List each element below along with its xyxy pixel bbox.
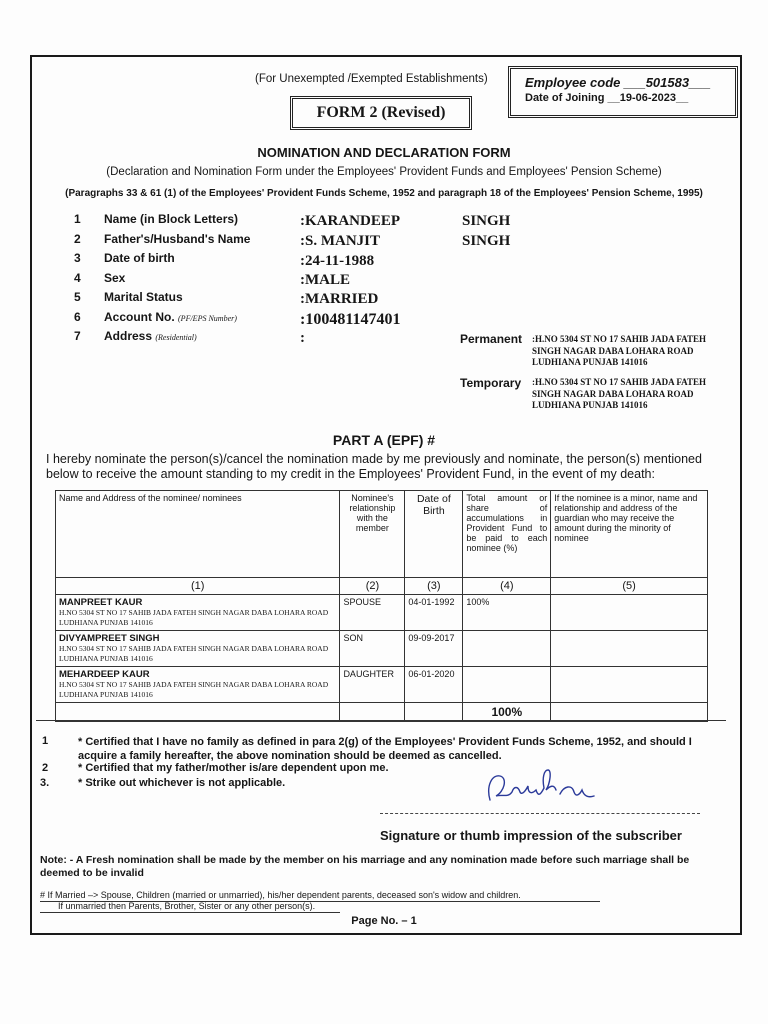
field-value-dob: :24-11-1988 [300, 253, 375, 269]
nominee-share [463, 631, 551, 667]
nominee-relation: SON [340, 631, 405, 667]
subtitle-declaration: (Declaration and Nomination Form under the Employees' Provident Funds and Employees' Pension Scheme) [106, 166, 662, 178]
field-number: 7 [74, 329, 81, 343]
table-row [56, 631, 708, 667]
field-label-account-no: Account No. (PF/EPS Number) [104, 310, 237, 324]
footnote-unmarried: If unmarried then Parents, Brother, Sister or any other person(s). [58, 901, 316, 911]
nominee-guardian [551, 595, 708, 631]
empty-cell [551, 703, 708, 722]
form-title: FORM 2 (Revised) [290, 96, 472, 130]
temporary-address-value: :H.NO 5304 ST NO 17 SAHIB JADA FATEH SINGH NAGAR DABA LOHARA ROAD LUDHIANA PUNJAB 141016 [532, 377, 707, 410]
table-colnum-row [56, 578, 708, 595]
header-nominee-name: Name and Address of the nominee/ nominees [56, 491, 340, 578]
signature-label: Signature or thumb impression of the subscriber [380, 828, 682, 843]
field-number: 6 [74, 310, 81, 324]
permanent-address-value: :H.NO 5304 ST NO 17 SAHIB JADA FATEH SINGH NAGAR DABA LOHARA ROAD LUDHIANA PUNJAB 141016 [532, 334, 707, 367]
nominee-share: 100% [463, 595, 551, 631]
field-label-father-name: Father's/Husband's Name [104, 232, 251, 246]
field-number: 1 [74, 212, 81, 226]
header-share: Total amount or share of accumulations in Provident Fund to be paid to each nominee (%) [463, 491, 551, 578]
nominee-relation: SPOUSE [340, 595, 405, 631]
col-number: (1) [56, 578, 340, 595]
header-dob: Date of Birth [405, 491, 463, 578]
field-number: 5 [74, 290, 81, 304]
field-number: 3 [74, 251, 81, 265]
field-value-father-name: :S. MANJIT [300, 233, 381, 249]
handwritten-signature [482, 766, 602, 812]
main-title: NOMINATION AND DECLARATION FORM [257, 145, 511, 160]
field-label-name: Name (in Block Letters) [104, 212, 239, 226]
nominee-cell [56, 595, 340, 631]
field-number: 4 [74, 271, 81, 285]
establishment-note: (For Unexempted /Exempted Establishments) [255, 73, 488, 85]
employee-info-box [508, 66, 738, 118]
divider [36, 720, 726, 721]
table-row [56, 595, 708, 631]
nominee-address: H.NO 5304 ST NO 17 SAHIB JADA FATEH SINGH NAGAR DABA LOHARA ROAD LUDHIANA PUNJAB 141016 [59, 644, 329, 663]
col-number: (2) [340, 578, 405, 595]
nominee-share [463, 667, 551, 703]
field-label-address: Address (Residential) [104, 329, 197, 343]
temporary-address-label: Temporary [460, 376, 522, 390]
cert-strike-out: * Strike out whichever is not applicable. [78, 777, 286, 789]
address-note: (Residential) [155, 333, 197, 342]
cert-number: 2 [42, 762, 49, 774]
header-relationship: Nominee's relationship with the member [340, 491, 405, 578]
part-a-title: PART A (EPF) # [332, 432, 436, 448]
field-label-sex: Sex [104, 271, 126, 285]
account-no-note: (PF/EPS Number) [178, 314, 237, 323]
nominee-table [55, 490, 708, 722]
field-value-address: : [300, 330, 305, 346]
nominee-address: H.NO 5304 ST NO 17 SAHIB JADA FATEH SINGH NAGAR DABA LOHARA ROAD LUDHIANA PUNJAB 141016 [59, 680, 329, 699]
table-total-row [56, 703, 708, 722]
field-value-surname: SINGH [462, 213, 511, 229]
field-label-dob: Date of birth [104, 251, 175, 265]
field-value-sex: :MALE [300, 272, 350, 288]
header-guardian: If the nominee is a minor, name and relationship and address of the guardian who may receive the amount during the minority of nominee [551, 491, 708, 578]
subtitle-paragraphs: (Paragraphs 33 & 61 (1) of the Employees' Provident Funds Scheme, 1952 and paragraph 18 of the Employees' Pension Scheme, 1995) [65, 188, 703, 199]
cert-dependent-parents: * Certified that my father/mother is/are dependent upon me. [78, 762, 389, 774]
nominee-cell [56, 631, 340, 667]
col-number: (5) [551, 578, 708, 595]
col-number: (3) [405, 578, 463, 595]
empty-cell [405, 703, 463, 722]
field-number: 2 [74, 232, 81, 246]
nominee-guardian [551, 631, 708, 667]
signature-line [380, 813, 700, 814]
nominee-name: MEHARDEEP KAUR [59, 669, 150, 680]
footnote-married: # If Married –> Spouse, Children (married or unmarried), his/her dependent parents, deceased son's widow and children. [40, 890, 521, 900]
table-row [56, 667, 708, 703]
cert-number: 1 [42, 735, 49, 747]
nominee-dob: 06-01-2020 [405, 667, 463, 703]
nominee-dob: 04-01-1992 [405, 595, 463, 631]
nominee-name: DIVYAMPREET SINGH [59, 633, 160, 644]
empty-cell [56, 703, 340, 722]
nominee-address: H.NO 5304 ST NO 17 SAHIB JADA FATEH SINGH NAGAR DABA LOHARA ROAD LUDHIANA PUNJAB 141016 [59, 608, 329, 627]
table-header-row [56, 491, 708, 578]
permanent-address-label: Permanent [460, 332, 523, 346]
employee-code: Employee code ___501583___ [525, 75, 711, 90]
field-label-marital-status: Marital Status [104, 290, 183, 304]
field-value-marital-status: :MARRIED [300, 291, 379, 307]
footnote-underline [40, 912, 340, 913]
field-value-name: :KARANDEEP [300, 213, 400, 229]
page-number: Page No. – 1 [351, 915, 417, 927]
field-value-father-surname: SINGH [462, 233, 511, 249]
cert-no-family: * Certified that I have no family as defined in para 2(g) of the Employees' Provident Funds Scheme, 1952, and should I acquire a family hereafter, the above nomination should be deemed as cancelled. [78, 736, 692, 762]
date-of-joining: Date of Joining __19-06-2023__ [525, 92, 689, 104]
cert-number: 3. [40, 777, 50, 789]
nomination-declaration: I hereby nominate the person(s)/cancel the nomination made by me previously and nominate, the person(s) mentioned below to receive the amount standing to my credit in the Employees' Provident Fund, in the event of my death: [46, 452, 702, 481]
total-share: 100% [463, 703, 551, 722]
field-value-account-no: :100481147401 [300, 311, 401, 328]
nominee-guardian [551, 667, 708, 703]
nominee-relation: DAUGHTER [340, 667, 405, 703]
nominee-name: MANPREET KAUR [59, 597, 143, 608]
marriage-note: Note: - A Fresh nomination shall be made by the member on his marriage and any nomination made before such marriage shall be deemed to be invalid [40, 854, 690, 879]
nominee-dob: 09-09-2017 [405, 631, 463, 667]
col-number: (4) [463, 578, 551, 595]
empty-cell [340, 703, 405, 722]
nominee-cell [56, 667, 340, 703]
